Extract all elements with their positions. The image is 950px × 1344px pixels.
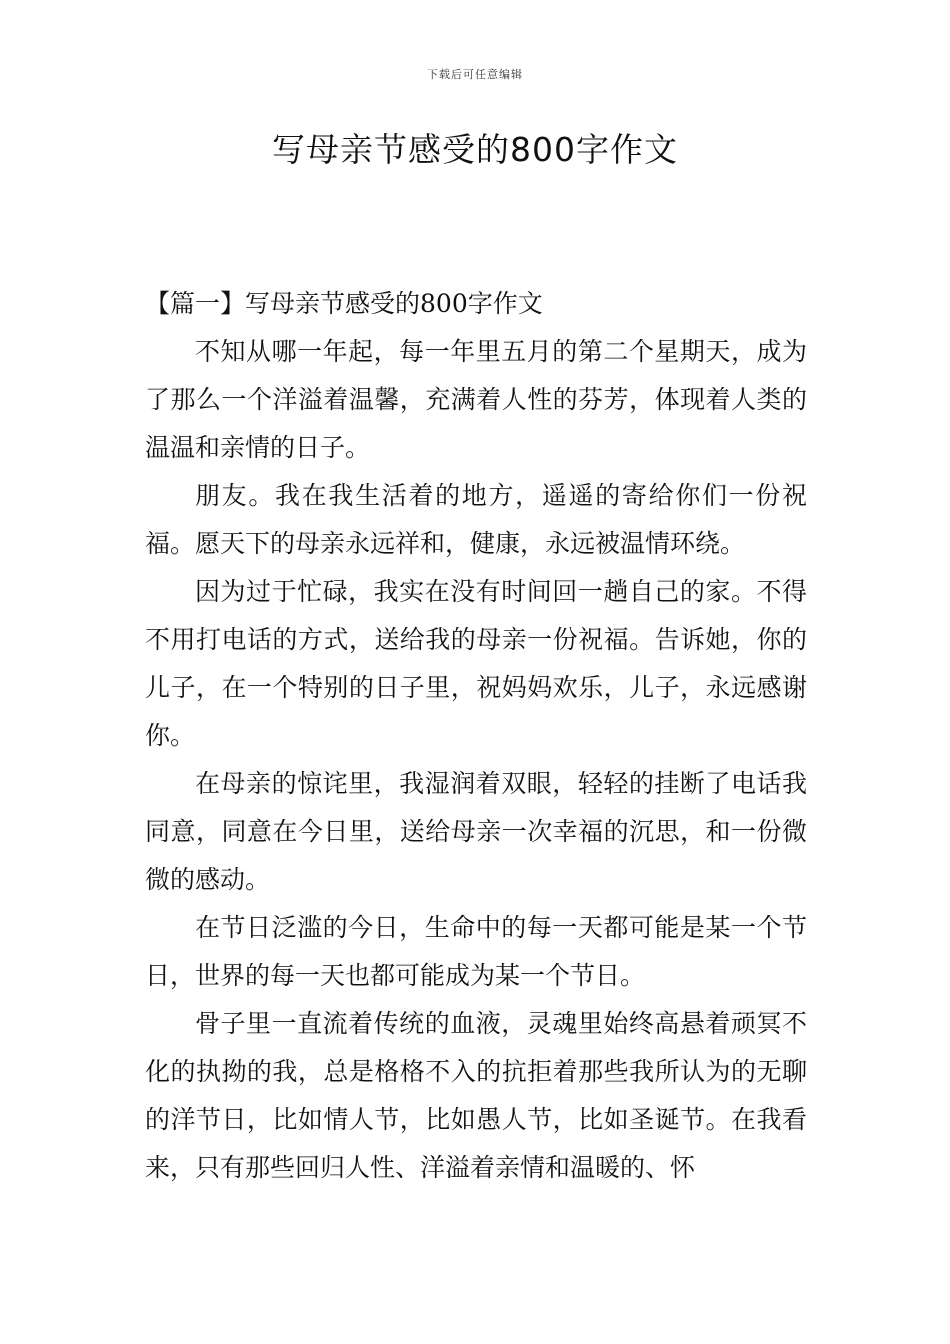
paragraph-3: 因为过于忙碌，我实在没有时间回一趟自己的家。不得不用打电话的方式，送给我的母亲一份祝福。告诉她，你的儿子，在一个特别的日子里，祝妈妈欢乐，儿子，永远感谢你。 bbox=[145, 577, 807, 750]
section-heading: 【篇一】写母亲节感受的800字作文 bbox=[145, 289, 543, 318]
header-note: 下载后可任意编辑 bbox=[427, 68, 523, 81]
paragraph-6: 骨子里一直流着传统的血液，灵魂里始终高悬着顽冥不化的执拗的我，总是格格不入的抗拒着那些我所认为的无聊的洋节日，比如情人节，比如愚人节，比如圣诞节。在我看来，只有那些回归人性、洋溢着亲情和温暖的、怀 bbox=[145, 1009, 807, 1182]
paragraph-4: 在母亲的惊诧里，我湿润着双眼，轻轻的挂断了电话我同意，同意在今日里，送给母亲一次幸福的沉思，和一份微微的感动。 bbox=[145, 769, 807, 894]
paragraph-5: 在节日泛滥的今日，生命中的每一天都可能是某一个节日，世界的每一天也都可能成为某一个节日。 bbox=[145, 913, 807, 990]
paragraph-2: 朋友。我在我生活着的地方，遥遥的寄给你们一份祝福。愿天下的母亲永远祥和，健康，永远被温情环绕。 bbox=[145, 481, 807, 558]
paragraph-1: 不知从哪一年起，每一年里五月的第二个星期天，成为了那么一个洋溢着温馨，充满着人性的芬芳，体现着人类的温温和亲情的日子。 bbox=[145, 337, 807, 462]
document-title: 写母亲节感受的800字作文 bbox=[272, 130, 678, 169]
document-body bbox=[145, 280, 807, 1192]
